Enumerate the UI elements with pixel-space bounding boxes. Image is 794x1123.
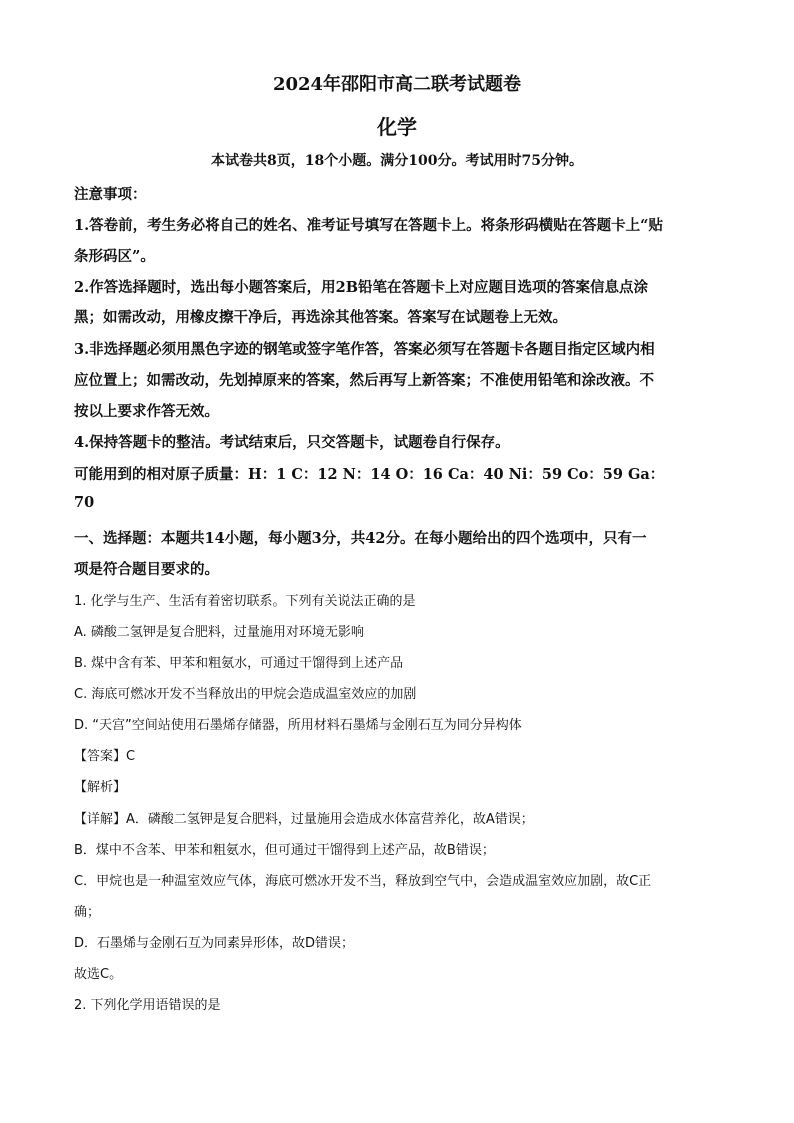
section-heading: 一、选择题：本题共14小题，每小题3分，共42分。在每小题给出的四个选项中，只有一 <box>74 530 647 547</box>
detail-line: 【详解】A．磷酸二氢钾是复合肥料，过量施用会造成水体富营养化，故A错误； <box>74 812 534 827</box>
detail-line: D．石墨烯与金刚石互为同素异形体，故D错误； <box>74 936 355 951</box>
question-1-stem: 1. 化学与生产、生活有着密切联系。下列有关说法正确的是 <box>74 594 416 609</box>
option-b: B. 煤中含有苯、甲苯和粗氨水，可通过干馏得到上述产品 <box>74 656 404 671</box>
exam-info: 本试卷共8页，18个小题。满分100分。考试用时75分钟。 <box>211 153 583 169</box>
detail-line: B．煤中不含苯、甲苯和粗氨水，但可通过干馏得到上述产品，故B错误； <box>74 843 495 858</box>
analysis-heading: 【解析】 <box>74 780 127 795</box>
note-line: 3.非选择题必须用黑色字迹的钢笔或签字笔作答，答案必须写在答题卡各题目指定区域内相 <box>74 341 655 358</box>
detail-line: 故选C。 <box>74 967 123 982</box>
subject-title: 化学 <box>377 115 417 139</box>
note-line: 1.答卷前，考生务必将自己的姓名、准考证号填写在答题卡上。将条形码横贴在答题卡上“贴 <box>74 217 663 234</box>
detail-line: 确； <box>74 905 101 920</box>
note-line: 2.作答选择题时，选出每小题答案后，用2B铅笔在答题卡上对应题目选项的答案信息点涂 <box>74 279 648 296</box>
note-line: 4.保持答题卡的整洁。考试结束后，只交答题卡，试题卷自行保存。 <box>74 434 510 451</box>
section-heading: 项是符合题目要求的。 <box>74 561 219 578</box>
note-line: 应位置上；如需改动，先划掉原来的答案，然后再写上新答案；不准使用铅笔和涂改液。不 <box>74 372 654 389</box>
note-line: 黑；如需改动，用橡皮擦干净后，再选涂其他答案。答案写在试题卷上无效。 <box>74 309 567 326</box>
note-line: 条形码区”。 <box>74 248 155 265</box>
option-d: D. “天宫”空间站使用石墨烯存储器，所用材料石墨烯与金刚石互为同分异构体 <box>74 718 522 733</box>
notes-heading: 注意事项： <box>74 186 147 203</box>
option-c: C. 海底可燃冰开发不当释放出的甲烷会造成温室效应的加剧 <box>74 687 417 702</box>
question-2-stem: 2. 下列化学用语错误的是 <box>74 998 221 1013</box>
exam-title: 2024年邵阳市高二联考试题卷 <box>272 74 522 95</box>
atomic-mass-line: 70 <box>74 494 95 511</box>
option-a: A. 磷酸二氢钾是复合肥料，过量施用对环境无影响 <box>74 625 364 640</box>
note-line: 按以上要求作答无效。 <box>74 403 219 420</box>
detail-line: C．甲烷也是一种温室效应气体，海底可燃冰开发不当，释放到空气中，会造成温室效应加剧，故C正 <box>74 874 652 889</box>
answer-label: 【答案】C <box>74 749 136 764</box>
atomic-mass-line: 可能用到的相对原子质量：H：1 C：12 N：14 O：16 Ca：40 Ni：59 Co：59 Ga： <box>74 466 665 483</box>
